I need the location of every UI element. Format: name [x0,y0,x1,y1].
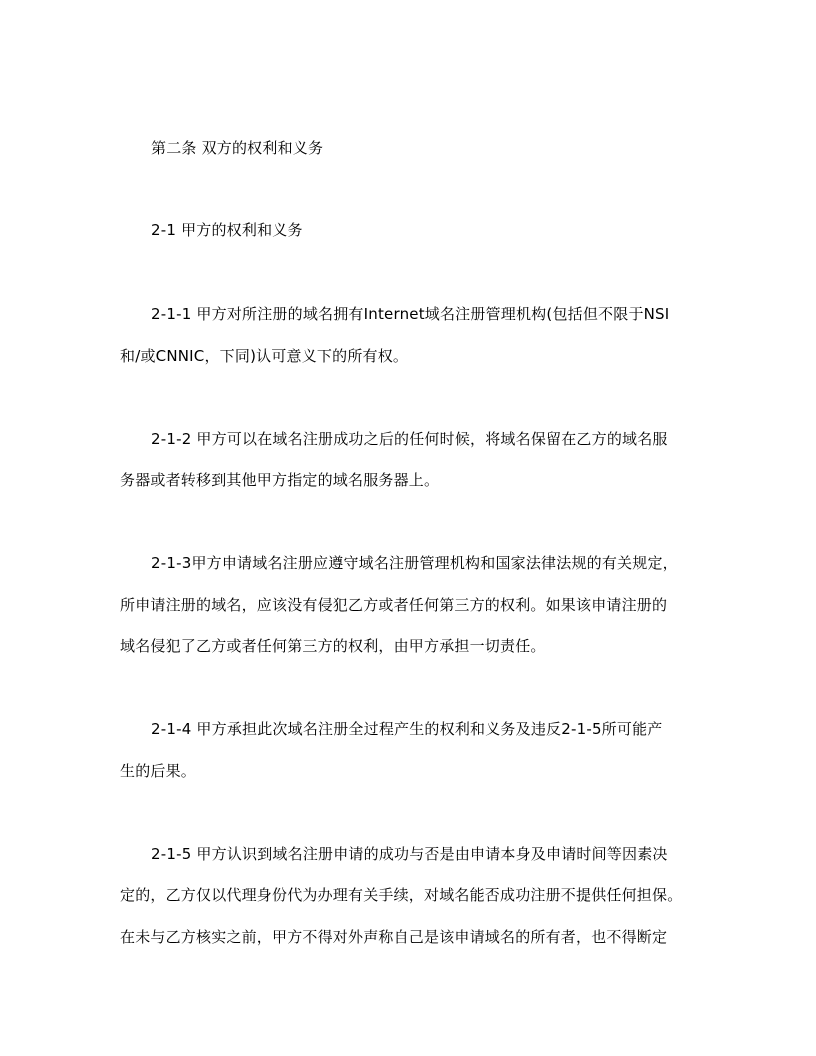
section-title: 2-1 甲方的权利和义务 [151,221,303,239]
paragraph-line: 域名侵犯了乙方或者任何第三方的权利，由甲方承担一切责任。 [120,637,546,655]
article-heading: 第二条 双方的权利和义务 [151,139,324,157]
paragraph-line: 和/或CNNIC，下同)认可意义下的所有权。 [120,347,409,365]
paragraph-line: 生的后果。 [120,762,197,780]
paragraph-line: 所申请注册的域名，应该没有侵犯乙方或者任何第三方的权利。如果该申请注册的 [120,596,668,614]
paragraph-line: 2-1-1 甲方对所注册的域名拥有Internet域名注册管理机构(包括但不限于NSI [151,305,670,323]
paragraph-line: 2-1-3甲方申请域名注册应遵守域名注册管理机构和国家法律法规的有关规定， [151,554,678,572]
paragraph-line: 2-1-2 甲方可以在域名注册成功之后的任何时候，将域名保留在乙方的域名服 [151,430,668,448]
paragraph-line: 在未与乙方核实之前，甲方不得对外声称自己是该申请域名的所有者，也不得断定 [120,928,668,946]
paragraph-line: 2-1-4 甲方承担此次域名注册全过程产生的权利和义务及违反2-1-5所可能产 [151,720,663,738]
paragraph-line: 务器或者转移到其他甲方指定的域名服务器上。 [120,471,440,489]
paragraph-line: 定的，乙方仅以代理身份代为办理有关手续，对域名能否成功注册不提供任何担保。 [120,886,683,904]
paragraph-line: 2-1-5 甲方认识到域名注册申请的成功与否是由申请本身及申请时间等因素决 [151,845,668,863]
